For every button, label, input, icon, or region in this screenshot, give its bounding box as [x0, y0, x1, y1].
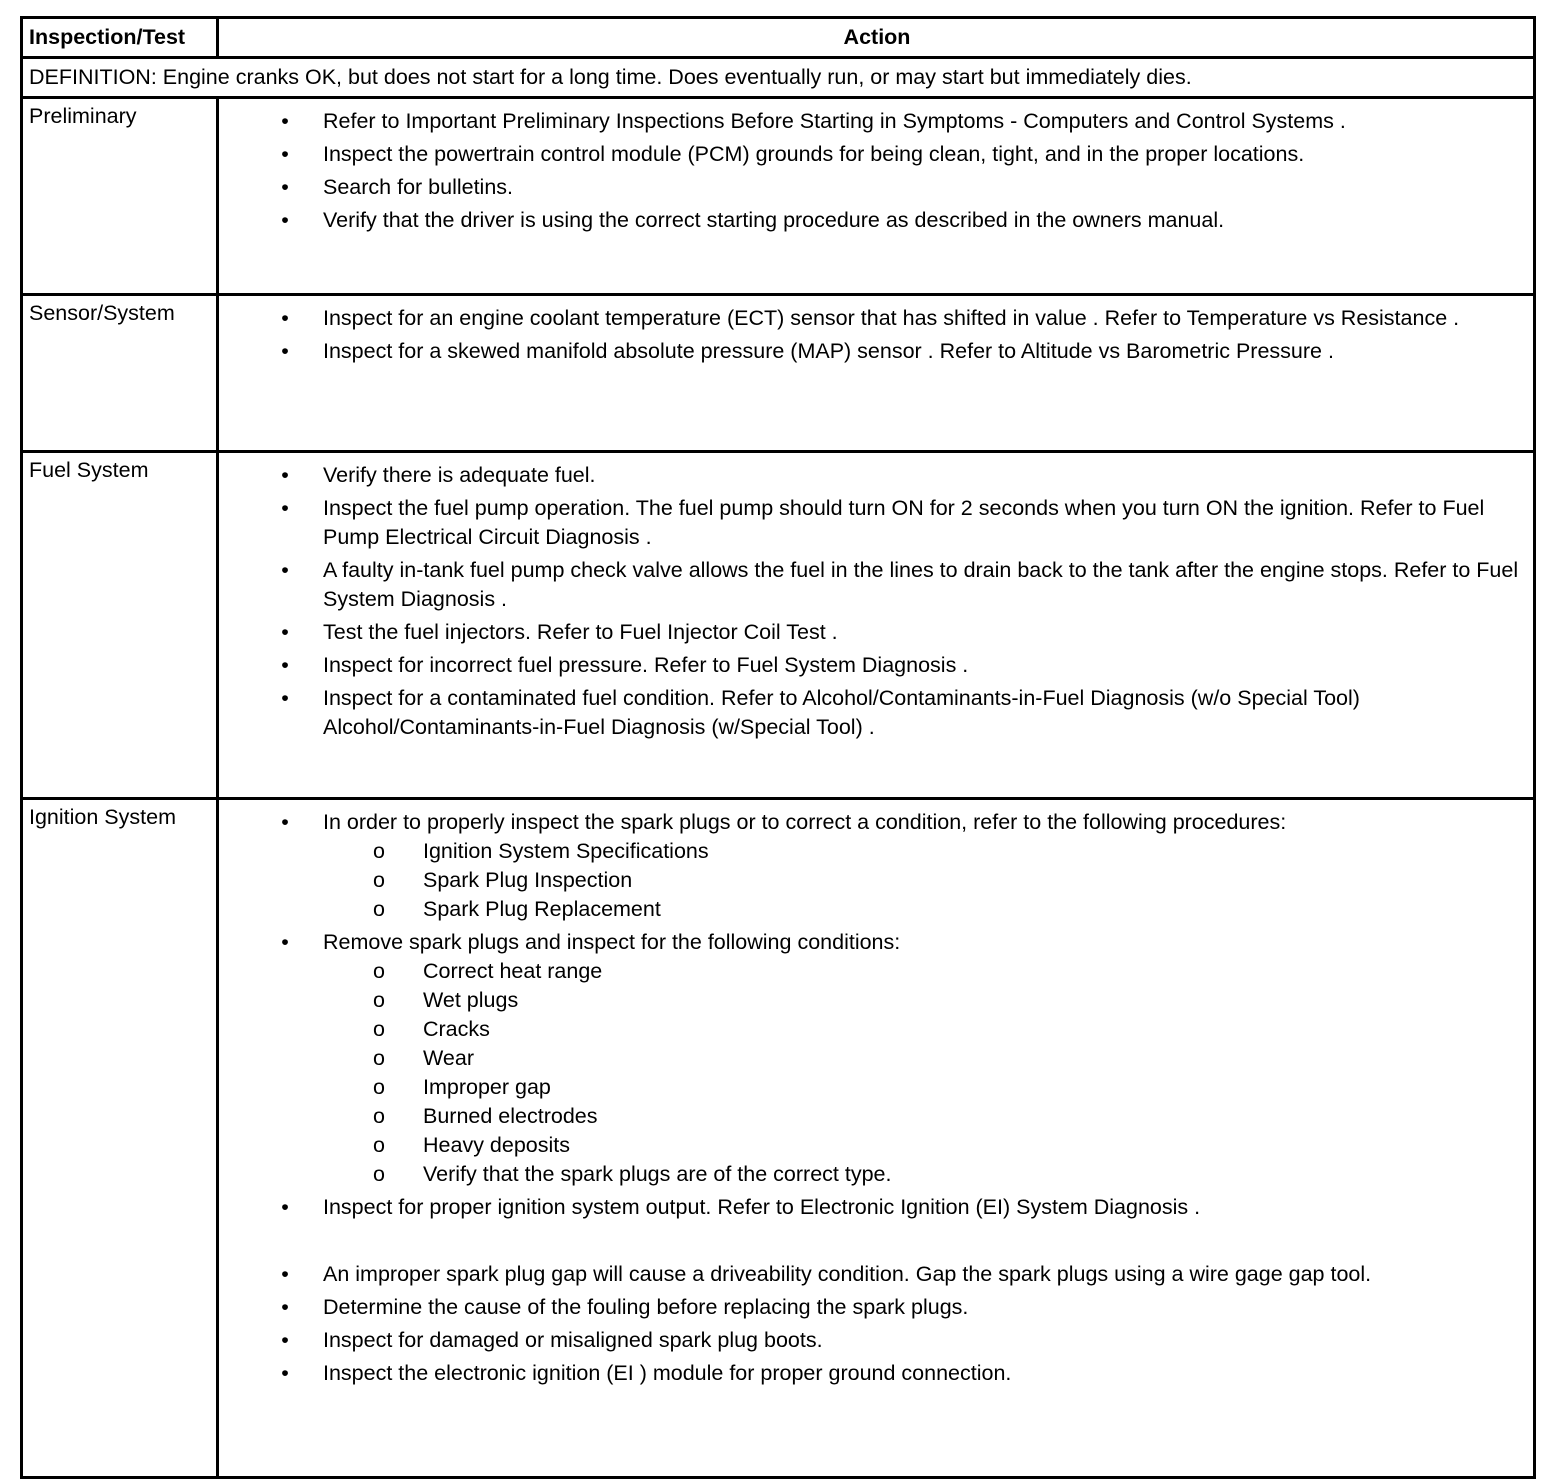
list-item-text: An improper spark plug gap will cause a driveability condition. Gap the spark plugs using a wire gage gap tool.: [323, 1262, 1372, 1286]
action-cell: [218, 98, 1535, 295]
list-item: [219, 1326, 1527, 1355]
list-item-text: Search for bulletins.: [323, 175, 514, 199]
circle-bullet-icon: o: [373, 868, 385, 892]
list-item: [219, 173, 1527, 202]
list-item: [219, 206, 1527, 235]
bullet-icon: •: [281, 686, 289, 710]
bullet-icon: •: [281, 1262, 289, 1286]
list-item-text: Inspect for an engine coolant temperature (ECT) sensor that has shifted in value . Refer to Temperature vs Resistance .: [323, 306, 1460, 330]
list-item: [219, 1260, 1527, 1289]
action-cell: [218, 295, 1535, 452]
list-item: [219, 618, 1527, 647]
list-item: [219, 651, 1527, 680]
definition-text: DEFINITION: Engine cranks OK, but does not start for a long time. Does eventually run, or may start but immediately dies.: [22, 58, 1535, 98]
bullet-icon: •: [281, 1195, 289, 1219]
circle-bullet-icon: o: [373, 1133, 385, 1157]
list-item-text: In order to properly inspect the spark plugs or to correct a condition, refer to the following procedures:: [323, 810, 1287, 834]
circle-bullet-icon: o: [373, 1017, 385, 1041]
circle-bullet-icon: o: [373, 1104, 385, 1128]
sub-list-item: [223, 957, 1527, 986]
list-item: [219, 928, 1527, 1189]
bullet-icon: •: [281, 175, 289, 199]
action-list: [219, 107, 1527, 235]
circle-bullet-icon: o: [373, 1162, 385, 1186]
sub-list-item: [223, 1044, 1527, 1073]
list-item-text: Refer to Important Preliminary Inspections Before Starting in Symptoms - Computers and Control Systems .: [323, 109, 1346, 133]
circle-bullet-icon: o: [373, 897, 385, 921]
column-header-action: Action: [218, 18, 1535, 58]
list-item-text: Determine the cause of the fouling before replacing the spark plugs.: [323, 1295, 969, 1319]
sub-list-item-text: Ignition System Specifications: [423, 839, 709, 863]
list-item: [219, 684, 1527, 742]
bullet-icon: •: [281, 653, 289, 677]
bullet-icon: •: [281, 1361, 289, 1385]
list-item: [219, 107, 1527, 136]
list-item-text: Verify that the driver is using the correct starting procedure as described in the owners manual.: [323, 208, 1225, 232]
sub-list-item-text: Spark Plug Inspection: [423, 868, 633, 892]
list-item: [219, 1193, 1527, 1222]
list-item-text: Inspect the electronic ignition (EI ) module for proper ground connection.: [323, 1361, 1012, 1385]
list-item: [219, 140, 1527, 169]
circle-bullet-icon: o: [373, 839, 385, 863]
list-item-text: Inspect for damaged or misaligned spark plug boots.: [323, 1328, 823, 1352]
list-item: [219, 494, 1527, 552]
sub-list-item-text: Wear: [423, 1046, 474, 1070]
list-item-text: Inspect the powertrain control module (PCM) grounds for being clean, tight, and in the proper locations.: [323, 142, 1305, 166]
sub-list-item-text: Heavy deposits: [423, 1133, 570, 1157]
sub-list: [323, 957, 1527, 1189]
sub-list-item-text: Improper gap: [423, 1075, 551, 1099]
bullet-icon: •: [281, 930, 289, 954]
list-item: [219, 1359, 1527, 1388]
sub-list-item-text: Verify that the spark plugs are of the correct type.: [423, 1162, 892, 1186]
circle-bullet-icon: o: [373, 988, 385, 1012]
definition-row: [22, 58, 1535, 98]
table-header-row: [22, 18, 1535, 58]
list-item-text: Inspect for a skewed manifold absolute pressure (MAP) sensor . Refer to Altitude vs Barometric Pressure .: [323, 339, 1334, 363]
bullet-icon: •: [281, 1295, 289, 1319]
bullet-icon: •: [281, 208, 289, 232]
list-item: [219, 461, 1527, 490]
column-header-inspection: Inspection/Test: [22, 18, 218, 58]
circle-bullet-icon: o: [373, 1075, 385, 1099]
sub-list-item: [223, 1160, 1527, 1189]
sub-list-item: [223, 986, 1527, 1015]
list-item-text: Test the fuel injectors. Refer to Fuel Injector Coil Test .: [323, 620, 838, 644]
bullet-icon: •: [281, 463, 289, 487]
sub-list-item-text: Burned electrodes: [423, 1104, 598, 1128]
table-row-ignition-system: [22, 799, 1535, 1478]
sub-list-item: [223, 895, 1527, 924]
list-item: [219, 1293, 1527, 1322]
circle-bullet-icon: o: [373, 1046, 385, 1070]
sub-list-item-text: Correct heat range: [423, 959, 603, 983]
list-item: [219, 304, 1527, 333]
list-item: [219, 808, 1527, 924]
list-item: [219, 556, 1527, 614]
sub-list: [323, 837, 1527, 924]
action-list: [219, 808, 1527, 1388]
bullet-icon: •: [281, 109, 289, 133]
bullet-icon: •: [281, 620, 289, 644]
table-row-preliminary: [22, 98, 1535, 295]
bullet-icon: •: [281, 810, 289, 834]
list-item: [219, 337, 1527, 366]
sub-list-item: [223, 1015, 1527, 1044]
sub-list-item: [223, 866, 1527, 895]
category-cell: Fuel System: [22, 452, 218, 799]
sub-list-item-text: Wet plugs: [423, 988, 519, 1012]
list-item-text: Remove spark plugs and inspect for the following conditions:: [323, 930, 901, 954]
action-cell: [218, 452, 1535, 799]
category-cell: Preliminary: [22, 98, 218, 295]
sub-list-item: [223, 837, 1527, 866]
sub-list-item: [223, 1131, 1527, 1160]
bullet-icon: •: [281, 558, 289, 582]
action-list: [219, 461, 1527, 742]
sub-list-item: [223, 1102, 1527, 1131]
list-item-text: A faulty in-tank fuel pump check valve allows the fuel in the lines to drain back to the tank after the engine stops. Refer to Fuel System Diagnosis .: [323, 558, 1519, 611]
sub-list-item: [223, 1073, 1527, 1102]
sub-list-item-text: Spark Plug Replacement: [423, 897, 661, 921]
diagnostic-table: [20, 16, 1536, 1479]
bullet-icon: •: [281, 496, 289, 520]
action-list: [219, 304, 1527, 366]
circle-bullet-icon: o: [373, 959, 385, 983]
list-item-text: Inspect for proper ignition system output. Refer to Electronic Ignition (EI) System Diagnosis .: [323, 1195, 1201, 1219]
list-item-text: Inspect the fuel pump operation. The fuel pump should turn ON for 2 seconds when you turn ON the ignition. Refer to Fuel Pump Electrical Circuit Diagnosis .: [323, 496, 1485, 549]
category-cell: Ignition System: [22, 799, 218, 1478]
table-row-sensor-system: [22, 295, 1535, 452]
bullet-icon: •: [281, 1328, 289, 1352]
list-item-text: Inspect for a contaminated fuel condition. Refer to Alcohol/Contaminants-in-Fuel Diagnosis (w/o Special Tool) Alcohol/Contaminants-in-Fuel Diagnosis (w/Special Tool) .: [323, 686, 1360, 739]
table-row-fuel-system: [22, 452, 1535, 799]
category-cell: Sensor/System: [22, 295, 218, 452]
sub-list-item-text: Cracks: [423, 1017, 490, 1041]
list-item-text: Verify there is adequate fuel.: [323, 463, 596, 487]
bullet-icon: •: [281, 339, 289, 363]
action-cell: [218, 799, 1535, 1478]
bullet-icon: •: [281, 306, 289, 330]
list-item-text: Inspect for incorrect fuel pressure. Refer to Fuel System Diagnosis .: [323, 653, 969, 677]
bullet-icon: •: [281, 142, 289, 166]
